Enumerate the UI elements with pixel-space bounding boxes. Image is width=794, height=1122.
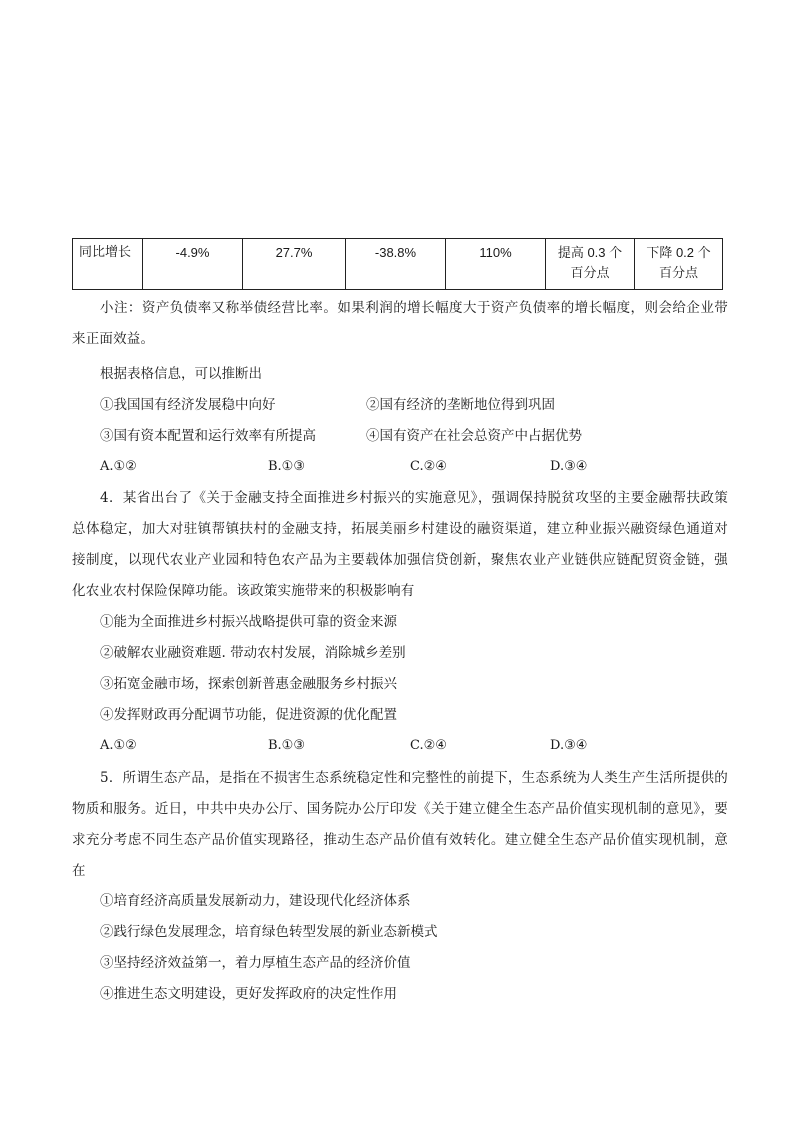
statement-item: ③坚持经济效益第一，着力厚植生态产品的经济价值 bbox=[100, 955, 411, 971]
statement-item: ④发挥财政再分配调节功能，促进资源的优化配置 bbox=[100, 707, 397, 723]
answer-option-b: B.①③ bbox=[268, 738, 305, 753]
row-label: 同比增长 bbox=[73, 239, 143, 290]
question-stem: 5．所谓生态产品，是指在不损害生态系统稳定性和完整性的前提下，生态系统为人类生产生活所提供的物质和服务。近日，中共中央办公厅、国务院办公厅印发《关于建立健全生态产品价值实现机制的意见》，要求充分考虑不同生态产品价值实现路径，推动生态产品价值有效转化。建立健全生态产品价值实现机制，意在 bbox=[72, 770, 728, 879]
table-cell: 110% bbox=[446, 239, 546, 290]
answer-option-d: D.③④ bbox=[550, 738, 588, 753]
data-table bbox=[72, 238, 723, 290]
statement-item: ④国有资产在社会总资产中占据优势 bbox=[366, 428, 582, 444]
statement-item: ③国有资本配置和运行效率有所提高 bbox=[100, 428, 316, 444]
statement-item: ③拓宽金融市场，探索创新普惠金融服务乡村振兴 bbox=[100, 676, 397, 692]
table-cell bbox=[546, 239, 635, 290]
table-cell bbox=[635, 239, 723, 290]
question-stem: 4．某省出台了《关于金融支持全面推进乡村振兴的实施意见》，强调保持脱贫攻坚的主要金融帮扶政策总体稳定，加大对驻镇帮镇扶村的金融支持，拓展美丽乡村建设的融资渠道，建立种业振兴融资绿色通道对接制度，以现代农业产业园和特色农产品为主要载体加强信贷创新，聚焦农业产业链供应链配贸资金链，强化农业农村保险保障功能。该政策实施带来的积极影响有 bbox=[72, 490, 728, 599]
answer-option-c: C.②④ bbox=[410, 459, 447, 474]
statement-item: ①能为全面推进乡村振兴战略提供可靠的资金来源 bbox=[100, 614, 397, 630]
answer-option-b: B.①③ bbox=[268, 459, 305, 474]
statement-item: ②国有经济的垄断地位得到巩固 bbox=[366, 397, 555, 413]
cell-line: 提高 0.3 个 bbox=[557, 245, 623, 260]
table-cell: -4.9% bbox=[143, 239, 243, 290]
table-cell: -38.8% bbox=[346, 239, 446, 290]
table-cell: 27.7% bbox=[243, 239, 346, 290]
statement-item: ②破解农业融资难题. 带动农村发展，消除城乡差别 bbox=[100, 645, 406, 661]
statement-item: ①培育经济高质量发展新动力，建设现代化经济体系 bbox=[100, 893, 411, 909]
answer-option-a: A.①② bbox=[100, 459, 137, 474]
table-note: 小注：资产负债率又称举债经营比率。如果利润的增长幅度大于资产负债率的增长幅度，则会给企业带来正面效益。 bbox=[72, 300, 728, 347]
answer-option-c: C.②④ bbox=[410, 738, 447, 753]
answer-option-a: A.①② bbox=[100, 738, 137, 753]
statement-item: ②践行绿色发展理念，培育绿色转型发展的新业态新模式 bbox=[100, 924, 438, 940]
cell-line: 百分点 bbox=[570, 265, 610, 280]
statement-item: ①我国国有经济发展稳中向好 bbox=[100, 397, 276, 413]
statement-item: ④推进生态文明建设，更好发挥政府的决定性作用 bbox=[100, 986, 397, 1002]
answer-option-d: D.③④ bbox=[550, 459, 588, 474]
question-stem: 根据表格信息，可以推断出 bbox=[100, 366, 262, 382]
cell-line: 下降 0.2 个 bbox=[646, 245, 711, 260]
table-row bbox=[73, 239, 723, 290]
cell-line: 百分点 bbox=[658, 265, 698, 280]
